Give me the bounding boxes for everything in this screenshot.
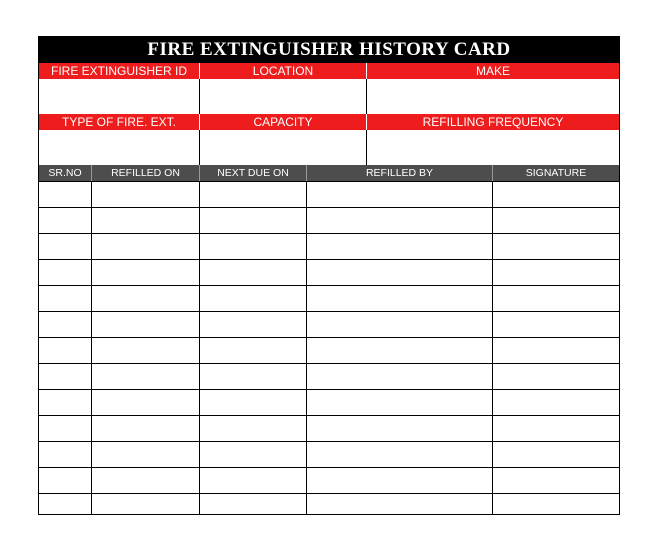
signature-cell[interactable] [493, 468, 619, 493]
table-row [39, 415, 619, 441]
fire-extinguisher-id-field[interactable] [39, 79, 200, 114]
signature-cell[interactable] [493, 260, 619, 285]
col-sr-no: SR.NO [39, 165, 92, 181]
info-value-row-2 [39, 130, 619, 165]
refilled-by-cell[interactable] [307, 442, 493, 467]
refilled-on-cell[interactable] [92, 390, 200, 415]
table-row [39, 181, 619, 207]
refilled-by-cell[interactable] [307, 234, 493, 259]
capacity-field[interactable] [200, 130, 367, 165]
refilled-by-cell[interactable] [307, 286, 493, 311]
sr-no-cell[interactable] [39, 312, 92, 337]
signature-cell[interactable] [493, 338, 619, 363]
card-title: FIRE EXTINGUISHER HISTORY CARD [39, 37, 619, 63]
signature-cell[interactable] [493, 208, 619, 233]
refilled-by-cell[interactable] [307, 338, 493, 363]
sr-no-cell[interactable] [39, 182, 92, 207]
next-due-on-cell[interactable] [200, 390, 307, 415]
refilled-on-cell[interactable] [92, 468, 200, 493]
refilled-on-cell[interactable] [92, 286, 200, 311]
signature-cell[interactable] [493, 390, 619, 415]
refilled-on-cell[interactable] [92, 182, 200, 207]
signature-cell[interactable] [493, 234, 619, 259]
refilling-frequency-field[interactable] [367, 130, 619, 165]
refilling-frequency-label: REFILLING FREQUENCY [422, 115, 564, 129]
next-due-on-cell[interactable] [200, 338, 307, 363]
signature-cell[interactable] [493, 494, 619, 515]
refilled-by-cell[interactable] [307, 364, 493, 389]
table-row [39, 389, 619, 415]
sr-no-cell[interactable] [39, 416, 92, 441]
sr-no-cell[interactable] [39, 442, 92, 467]
next-due-on-cell[interactable] [200, 260, 307, 285]
sr-no-cell[interactable] [39, 260, 92, 285]
sr-no-cell[interactable] [39, 338, 92, 363]
make-field[interactable] [367, 79, 619, 114]
fire-extinguisher-id-label: FIRE EXTINGUISHER ID [39, 63, 200, 79]
refilled-on-cell[interactable] [92, 234, 200, 259]
refilled-on-cell[interactable] [92, 416, 200, 441]
type-of-fire-ext-field[interactable] [39, 130, 200, 165]
next-due-on-cell[interactable] [200, 312, 307, 337]
info-header-row-1 [39, 63, 619, 79]
signature-cell[interactable] [493, 182, 619, 207]
table-row [39, 233, 619, 259]
table-row [39, 467, 619, 493]
sr-no-cell[interactable] [39, 286, 92, 311]
sr-no-cell[interactable] [39, 208, 92, 233]
location-label: LOCATION [200, 63, 367, 79]
next-due-on-cell[interactable] [200, 442, 307, 467]
refilled-by-cell[interactable] [307, 182, 493, 207]
refilled-on-cell[interactable] [92, 442, 200, 467]
sr-no-cell[interactable] [39, 234, 92, 259]
next-due-on-cell[interactable] [200, 286, 307, 311]
signature-cell[interactable] [493, 312, 619, 337]
refilled-on-cell[interactable] [92, 312, 200, 337]
table-row [39, 285, 619, 311]
next-due-on-cell[interactable] [200, 364, 307, 389]
table-row [39, 493, 619, 515]
next-due-on-cell[interactable] [200, 416, 307, 441]
table-row [39, 259, 619, 285]
refilled-by-cell[interactable] [307, 390, 493, 415]
col-refilled-by: REFILLED BY [307, 165, 493, 181]
col-refilled-on: REFILLED ON [92, 165, 200, 181]
refilled-by-cell[interactable] [307, 260, 493, 285]
table-row [39, 311, 619, 337]
col-signature: SIGNATURE [525, 167, 587, 179]
refilled-on-cell[interactable] [92, 364, 200, 389]
signature-cell[interactable] [493, 364, 619, 389]
refilled-by-cell[interactable] [307, 494, 493, 515]
next-due-on-cell[interactable] [200, 208, 307, 233]
history-card [38, 36, 620, 515]
signature-cell[interactable] [493, 442, 619, 467]
refilled-by-cell[interactable] [307, 312, 493, 337]
refilled-on-cell[interactable] [92, 494, 200, 515]
make-label: MAKE [475, 64, 510, 78]
next-due-on-cell[interactable] [200, 182, 307, 207]
refilled-on-cell[interactable] [92, 338, 200, 363]
table-row [39, 441, 619, 467]
capacity-label: CAPACITY [200, 114, 367, 130]
log-table-header [39, 165, 619, 181]
location-field[interactable] [200, 79, 367, 114]
col-next-due-on: NEXT DUE ON [200, 165, 307, 181]
type-of-fire-ext-label: TYPE OF FIRE. EXT. [39, 114, 200, 130]
refilled-by-cell[interactable] [307, 416, 493, 441]
refilled-by-cell[interactable] [307, 208, 493, 233]
table-row [39, 337, 619, 363]
refilled-on-cell[interactable] [92, 260, 200, 285]
log-table-body [39, 181, 619, 515]
sr-no-cell[interactable] [39, 494, 92, 515]
sr-no-cell[interactable] [39, 390, 92, 415]
info-value-row-1 [39, 79, 619, 114]
refilled-by-cell[interactable] [307, 468, 493, 493]
signature-cell[interactable] [493, 286, 619, 311]
sr-no-cell[interactable] [39, 468, 92, 493]
refilled-on-cell[interactable] [92, 208, 200, 233]
table-row [39, 363, 619, 389]
next-due-on-cell[interactable] [200, 468, 307, 493]
sr-no-cell[interactable] [39, 364, 92, 389]
next-due-on-cell[interactable] [200, 234, 307, 259]
signature-cell[interactable] [493, 416, 619, 441]
info-header-row-2 [39, 114, 619, 130]
next-due-on-cell[interactable] [200, 494, 307, 515]
table-row [39, 207, 619, 233]
